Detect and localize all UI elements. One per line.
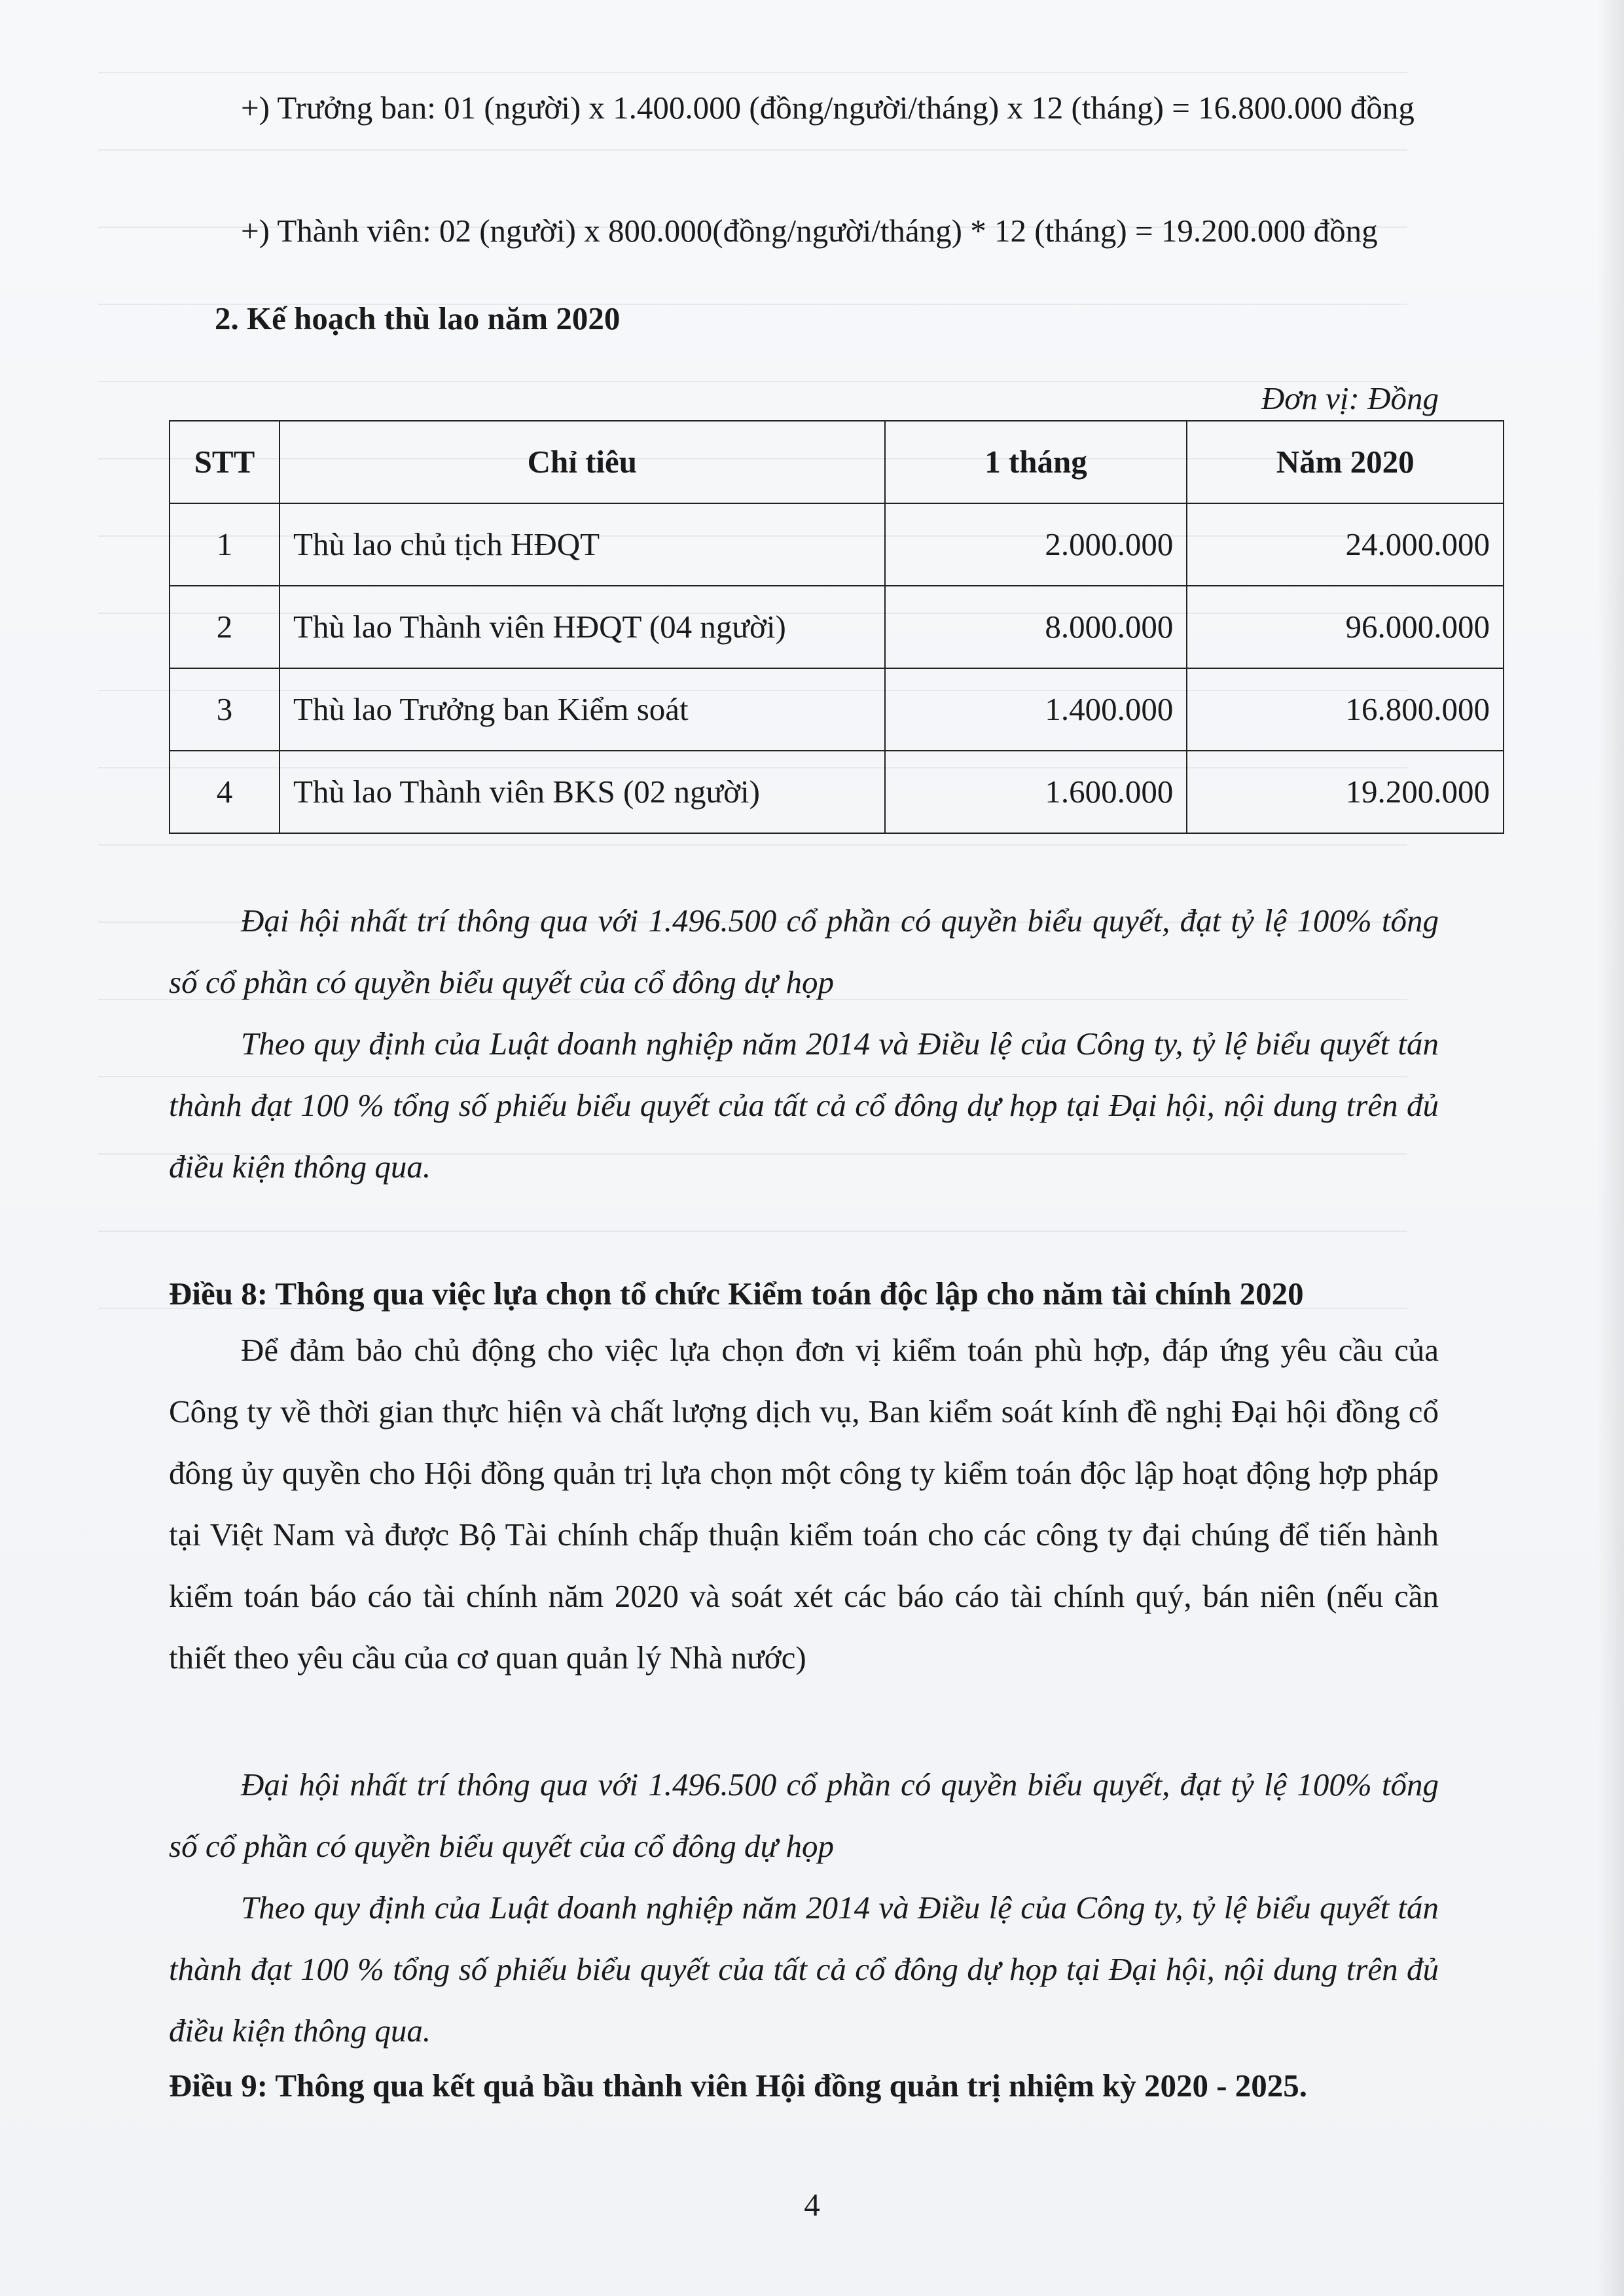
unit-label: Đơn vị: Đồng xyxy=(1261,380,1439,416)
article-8-heading: Điều 8: Thông qua việc lựa chọn tổ chức Kiểm toán độc lập cho năm tài chính 2020 xyxy=(169,1276,1304,1312)
approval-vote-1: Đại hội nhất trí thông qua với 1.496.500 cổ phần có quyền biểu quyết, đạt tỷ lệ 100% tổng số cổ phần có quyền biểu quyết của cổ đông dự họp xyxy=(169,903,1439,1000)
article-8-body: Để đảm bảo chủ động cho việc lựa chọn đơn vị kiểm toán phù hợp, đáp ứng yêu cầu của Công ty về thời gian thực hiện và chất lượng dịch vụ, Ban kiểm soát kính đề nghị Đại hội đồng cổ đông ủy quyền cho Hội đồng quản trị lựa chọn một công ty kiểm toán độc lập hoạt động hợp pháp tại Việt Nam và được Bộ Tài chính chấp thuận kiểm toán cho các công ty đại chúng để tiến hành kiểm toán báo cáo tài chính năm 2020 và soát xét các báo cáo tài chính quý, bán niên (nếu cần thiết theo yêu cầu của cơ quan quản lý Nhà nước) xyxy=(169,1332,1439,1676)
cell-month: 1.600.000 xyxy=(885,751,1187,833)
cell-item: Thù lao Thành viên BKS (02 người) xyxy=(280,751,885,833)
table-row xyxy=(170,751,1504,833)
remuneration-line-member: +) Thành viên: 02 (người) x 800.000(đồng/người/tháng) * 12 (tháng) = 19.200.000 đồng xyxy=(241,213,1378,249)
plan-heading: 2. Kế hoạch thù lao năm 2020 xyxy=(215,300,621,336)
col-header-stt: STT xyxy=(170,421,280,503)
cell-stt: 4 xyxy=(170,751,280,833)
col-header-year: Năm 2020 xyxy=(1187,421,1504,503)
cell-month: 2.000.000 xyxy=(885,503,1187,586)
table-header-row xyxy=(170,421,1504,503)
approval-vote-2: Đại hội nhất trí thông qua với 1.496.500 cổ phần có quyền biểu quyết, đạt tỷ lệ 100% tổng số cổ phần có quyền biểu quyết của cổ đông dự họp xyxy=(169,1767,1439,1864)
table-row xyxy=(170,668,1504,751)
approval-law-1: Theo quy định của Luật doanh nghiệp năm 2014 và Điều lệ của Công ty, tỷ lệ biểu quyết tán thành đạt 100 % tổng số phiếu biểu quyết của tất cả cổ đông dự họp tại Đại hội, nội dung trên đủ điều kiện thông qua. xyxy=(169,1026,1439,1185)
cell-stt: 3 xyxy=(170,668,280,751)
page-edge-shadow xyxy=(1597,0,1624,2296)
cell-year: 19.200.000 xyxy=(1187,751,1504,833)
remuneration-table xyxy=(169,420,1504,834)
article-9-heading: Điều 9: Thông qua kết quả bầu thành viên Hội đồng quản trị nhiệm kỳ 2020 - 2025. xyxy=(169,2068,1308,2104)
cell-item: Thù lao Thành viên HĐQT (04 người) xyxy=(280,586,885,668)
table-row xyxy=(170,503,1504,586)
col-header-item: Chỉ tiêu xyxy=(280,421,885,503)
cell-month: 8.000.000 xyxy=(885,586,1187,668)
cell-year: 16.800.000 xyxy=(1187,668,1504,751)
page-number: 4 xyxy=(804,2187,820,2223)
cell-month: 1.400.000 xyxy=(885,668,1187,751)
approval-law-2: Theo quy định của Luật doanh nghiệp năm 2014 và Điều lệ của Công ty, tỷ lệ biểu quyết tán thành đạt 100 % tổng số phiếu biểu quyết của tất cả cổ đông dự họp tại Đại hội, nội dung trên đủ điều kiện thông qua. xyxy=(169,1890,1439,2049)
remuneration-line-head: +) Trưởng ban: 01 (người) x 1.400.000 (đồng/người/tháng) x 12 (tháng) = 16.800.000 đồng xyxy=(241,90,1415,126)
cell-year: 96.000.000 xyxy=(1187,586,1504,668)
cell-item: Thù lao chủ tịch HĐQT xyxy=(280,503,885,586)
cell-stt: 2 xyxy=(170,586,280,668)
cell-stt: 1 xyxy=(170,503,280,586)
col-header-month: 1 tháng xyxy=(885,421,1187,503)
table-row xyxy=(170,586,1504,668)
cell-item: Thù lao Trưởng ban Kiểm soát xyxy=(280,668,885,751)
cell-year: 24.000.000 xyxy=(1187,503,1504,586)
